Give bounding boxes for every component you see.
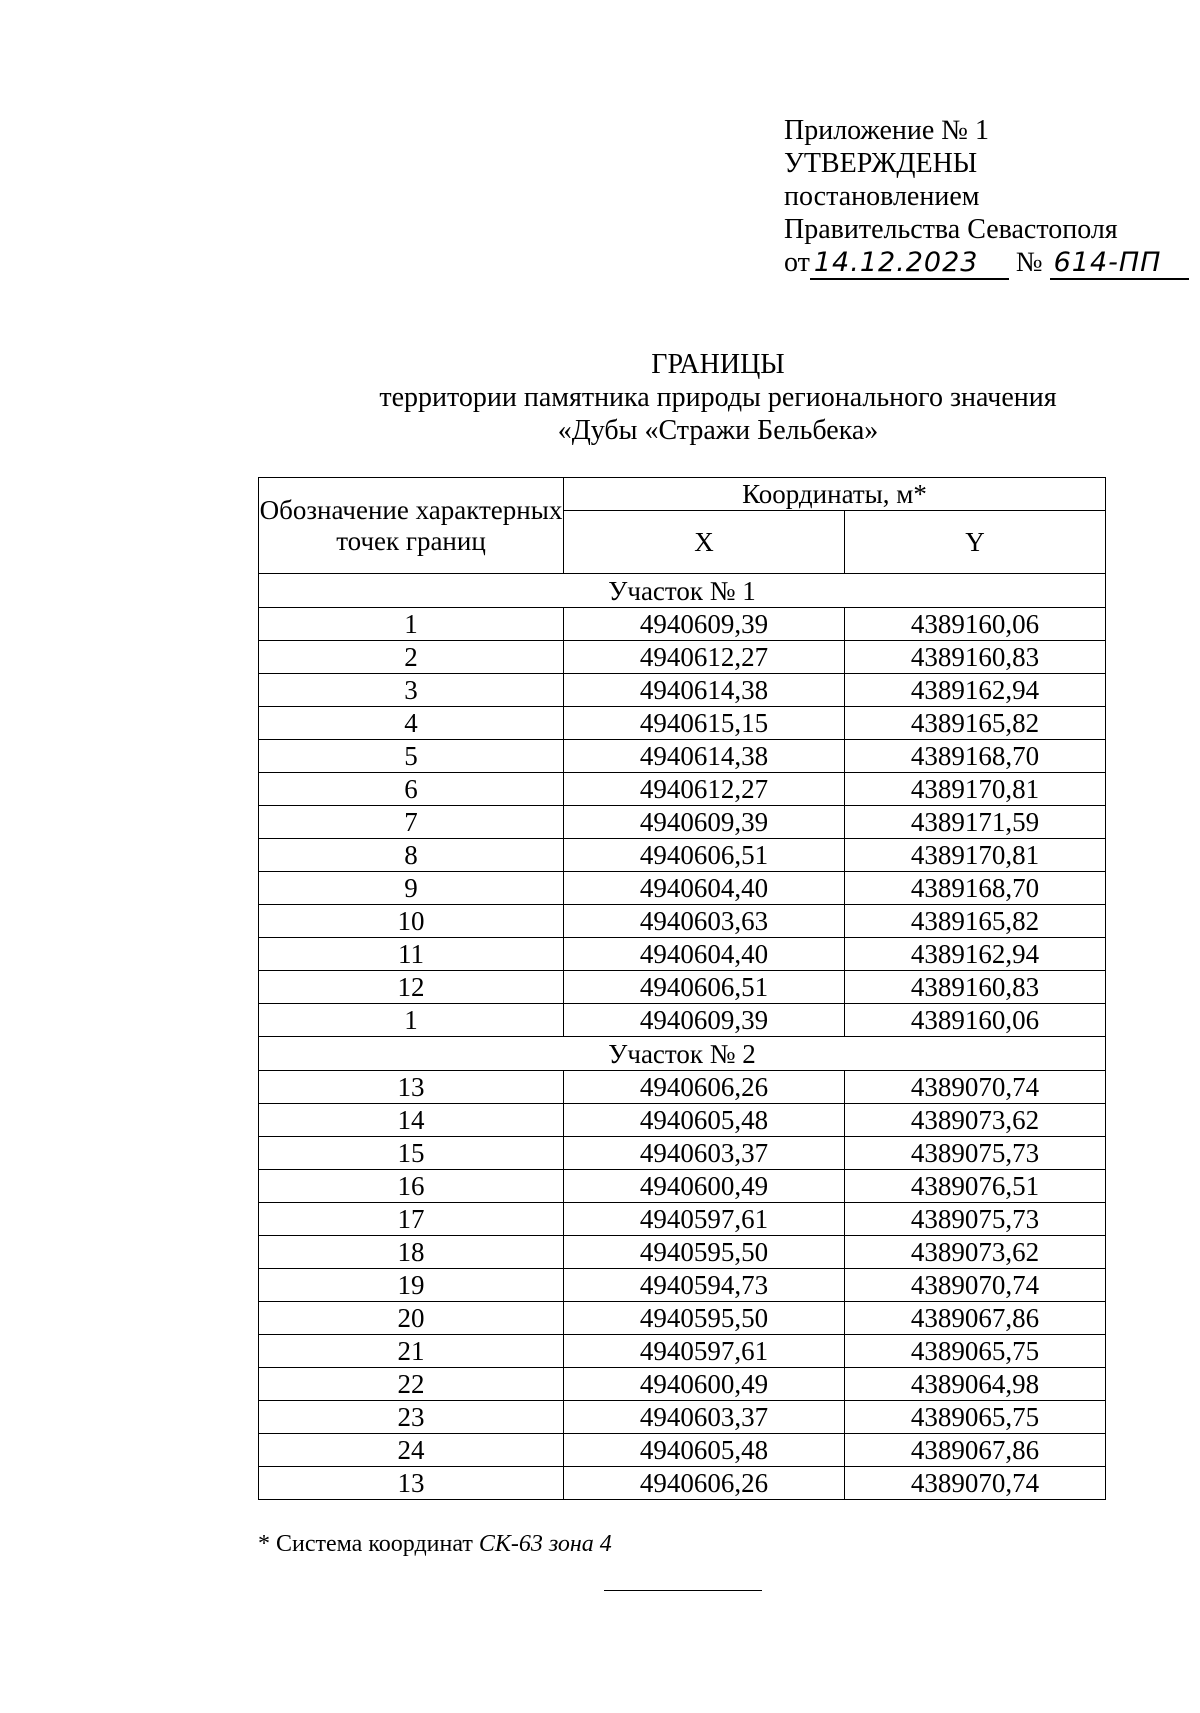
y-coordinate-cell: 4389171,59 (845, 806, 1106, 839)
x-coordinate-cell: 4940609,39 (564, 1004, 845, 1037)
footnote-prefix: * Система координат (258, 1531, 479, 1557)
table-row (259, 1401, 1106, 1434)
table-row (259, 1269, 1106, 1302)
approved-label: УТВЕРЖДЕНЫ (784, 148, 978, 179)
table-row (259, 740, 1106, 773)
y-coordinate-cell: 4389073,62 (845, 1104, 1106, 1137)
y-coordinate-cell: 4389064,98 (845, 1368, 1106, 1401)
table-row (259, 707, 1106, 740)
coordinates-table-body (259, 574, 1106, 1500)
point-number-cell: 9 (259, 872, 564, 905)
x-coordinate-cell: 4940605,48 (564, 1434, 845, 1467)
point-number-cell: 23 (259, 1401, 564, 1434)
point-number-cell: 1 (259, 608, 564, 641)
y-coordinate-cell: 4389075,73 (845, 1137, 1106, 1170)
table-row (259, 971, 1106, 1004)
x-coordinate-cell: 4940603,37 (564, 1401, 845, 1434)
number-prefix: № (1015, 247, 1043, 278)
point-number-cell: 13 (259, 1467, 564, 1500)
section-row (259, 574, 1106, 608)
point-number-cell: 12 (259, 971, 564, 1004)
x-coordinate-cell: 4940597,61 (564, 1203, 845, 1236)
x-coordinate-cell: 4940615,15 (564, 707, 845, 740)
point-number-cell: 13 (259, 1071, 564, 1104)
point-number-cell: 15 (259, 1137, 564, 1170)
document-title (258, 348, 1178, 447)
table-row (259, 1203, 1106, 1236)
point-number-cell: 18 (259, 1236, 564, 1269)
y-coordinate-cell: 4389170,81 (845, 839, 1106, 872)
y-coordinate-cell: 4389168,70 (845, 740, 1106, 773)
section-title: Участок № 1 (259, 574, 1106, 608)
x-coordinate-cell: 4940606,51 (564, 839, 845, 872)
x-coordinate-cell: 4940609,39 (564, 806, 845, 839)
appendix-label: Приложение № 1 (784, 115, 989, 146)
point-number-cell: 2 (259, 641, 564, 674)
point-number-cell: 24 (259, 1434, 564, 1467)
point-number-cell: 14 (259, 1104, 564, 1137)
table-row (259, 1071, 1106, 1104)
point-number-cell: 10 (259, 905, 564, 938)
approval-block (784, 114, 1164, 280)
table-row (259, 1104, 1106, 1137)
point-number-cell: 5 (259, 740, 564, 773)
x-coordinate-cell: 4940609,39 (564, 608, 845, 641)
section-title: Участок № 2 (259, 1037, 1106, 1071)
x-coordinate-cell: 4940595,50 (564, 1236, 845, 1269)
y-coordinate-cell: 4389076,51 (845, 1170, 1106, 1203)
header-x: X (564, 511, 845, 574)
resolution-label: постановлением (784, 181, 980, 212)
table-row (259, 1467, 1106, 1500)
y-coordinate-cell: 4389067,86 (845, 1434, 1106, 1467)
y-coordinate-cell: 4389073,62 (845, 1236, 1106, 1269)
section-row (259, 1037, 1106, 1071)
y-coordinate-cell: 4389070,74 (845, 1071, 1106, 1104)
x-coordinate-cell: 4940600,49 (564, 1368, 845, 1401)
table-row (259, 1137, 1106, 1170)
end-divider (604, 1590, 762, 1591)
date-number-line (784, 246, 1164, 280)
point-number-cell: 8 (259, 839, 564, 872)
x-coordinate-cell: 4940606,26 (564, 1467, 845, 1500)
table-row (259, 938, 1106, 971)
table-row (259, 1434, 1106, 1467)
y-coordinate-cell: 4389065,75 (845, 1401, 1106, 1434)
y-coordinate-cell: 4389065,75 (845, 1335, 1106, 1368)
y-coordinate-cell: 4389075,73 (845, 1203, 1106, 1236)
header-y: Y (845, 511, 1106, 574)
title-subtitle: территории памятника природы регионального значения (379, 382, 1057, 413)
y-coordinate-cell: 4389162,94 (845, 938, 1106, 971)
header-designation: Обозначение характерных точек границ (259, 478, 564, 574)
table-row (259, 1368, 1106, 1401)
point-number-cell: 19 (259, 1269, 564, 1302)
point-number-cell: 21 (259, 1335, 564, 1368)
table-row (259, 1302, 1106, 1335)
table-row (259, 1335, 1106, 1368)
point-number-cell: 22 (259, 1368, 564, 1401)
y-coordinate-cell: 4389067,86 (845, 1302, 1106, 1335)
date-prefix: от (784, 247, 810, 278)
point-number-cell: 20 (259, 1302, 564, 1335)
table-row (259, 674, 1106, 707)
x-coordinate-cell: 4940600,49 (564, 1170, 845, 1203)
y-coordinate-cell: 4389160,83 (845, 971, 1106, 1004)
table-row (259, 1170, 1106, 1203)
handwritten-date: 14.12.2023 (810, 248, 1009, 280)
x-coordinate-cell: 4940595,50 (564, 1302, 845, 1335)
table-row (259, 872, 1106, 905)
table-row (259, 608, 1106, 641)
x-coordinate-cell: 4940597,61 (564, 1335, 845, 1368)
x-coordinate-cell: 4940603,37 (564, 1137, 845, 1170)
point-number-cell: 11 (259, 938, 564, 971)
coordinates-table (258, 477, 1106, 1500)
x-coordinate-cell: 4940604,40 (564, 872, 845, 905)
y-coordinate-cell: 4389165,82 (845, 905, 1106, 938)
y-coordinate-cell: 4389070,74 (845, 1467, 1106, 1500)
point-number-cell: 17 (259, 1203, 564, 1236)
handwritten-number: 614-ПП (1050, 248, 1189, 280)
x-coordinate-cell: 4940606,26 (564, 1071, 845, 1104)
x-coordinate-cell: 4940614,38 (564, 674, 845, 707)
x-coordinate-cell: 4940612,27 (564, 773, 845, 806)
y-coordinate-cell: 4389160,06 (845, 1004, 1106, 1037)
footnote (258, 1531, 612, 1558)
x-coordinate-cell: 4940594,73 (564, 1269, 845, 1302)
point-number-cell: 16 (259, 1170, 564, 1203)
x-coordinate-cell: 4940612,27 (564, 641, 845, 674)
y-coordinate-cell: 4389168,70 (845, 872, 1106, 905)
x-coordinate-cell: 4940605,48 (564, 1104, 845, 1137)
footnote-system: СК-63 зона 4 (478, 1531, 612, 1557)
point-number-cell: 3 (259, 674, 564, 707)
table-row (259, 1236, 1106, 1269)
y-coordinate-cell: 4389160,06 (845, 608, 1106, 641)
y-coordinate-cell: 4389170,81 (845, 773, 1106, 806)
table-row (259, 641, 1106, 674)
title-main: ГРАНИЦЫ (651, 349, 785, 380)
x-coordinate-cell: 4940606,51 (564, 971, 845, 1004)
y-coordinate-cell: 4389162,94 (845, 674, 1106, 707)
government-label: Правительства Севастополя (784, 214, 1118, 245)
table-row (259, 806, 1106, 839)
x-coordinate-cell: 4940603,63 (564, 905, 845, 938)
x-coordinate-cell: 4940614,38 (564, 740, 845, 773)
point-number-cell: 7 (259, 806, 564, 839)
table-row (259, 773, 1106, 806)
table-row (259, 839, 1106, 872)
table-row (259, 905, 1106, 938)
y-coordinate-cell: 4389160,83 (845, 641, 1106, 674)
y-coordinate-cell: 4389165,82 (845, 707, 1106, 740)
point-number-cell: 6 (259, 773, 564, 806)
point-number-cell: 1 (259, 1004, 564, 1037)
y-coordinate-cell: 4389070,74 (845, 1269, 1106, 1302)
title-object-name: «Дубы «Стражи Бельбека» (557, 415, 879, 446)
point-number-cell: 4 (259, 707, 564, 740)
table-row (259, 1004, 1106, 1037)
header-coordinates: Координаты, м* (564, 478, 1106, 511)
x-coordinate-cell: 4940604,40 (564, 938, 845, 971)
